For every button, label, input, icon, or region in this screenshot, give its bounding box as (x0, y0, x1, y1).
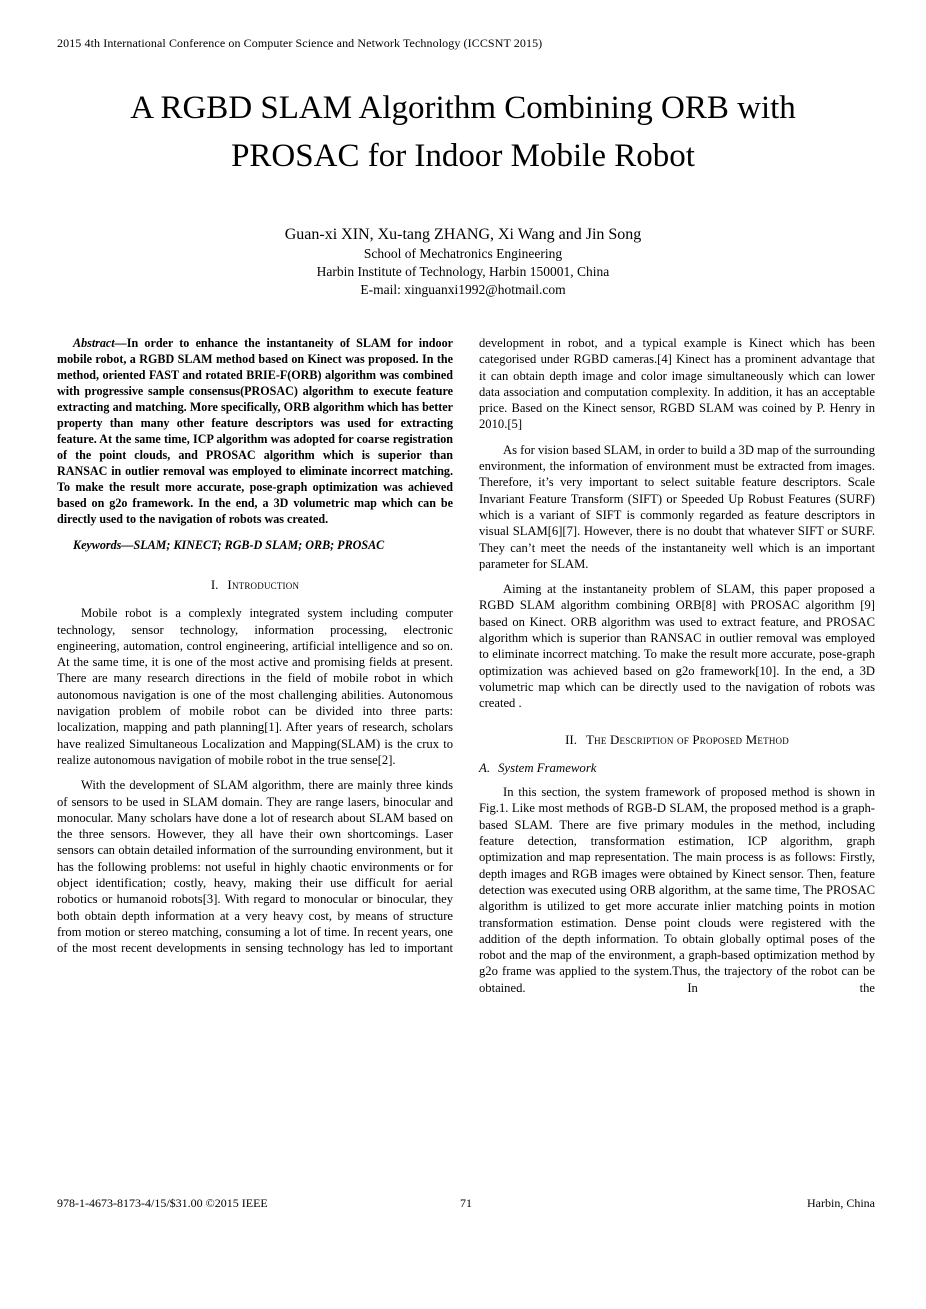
intro-paragraph-3: As for vision based SLAM, in order to build a 3D map of the surrounding environment, the information of environment must be extracted from images. Therefore, it’s very important to select suitable feature descriptors. Scale Invariant Feature Transform (SIFT) or Speeded Up Robust Features (SURF) which is a variant of SIFT is commonly regarded as feature descriptors in visual SLAM[6][7]. However, there is no doubt that whatever SIFT or SURF. They can’t meet the needs of the instantaneity well which is an important parameter for SLAM. (479, 442, 875, 571)
section-number: II. (565, 731, 577, 747)
subsection-heading-system-framework (479, 760, 875, 776)
author-email: E-mail: xinguanxi1992@hotmail.com (360, 282, 566, 297)
keywords-label: Keywords— (73, 538, 134, 552)
footer-page-number: 71 (460, 1196, 472, 1210)
author-department: School of Mechatronics Engineering (363, 246, 563, 261)
abstract-label: Abstract— (73, 336, 127, 350)
subsection-title: System Framework (498, 760, 597, 775)
paper-title-line1: A RGBD SLAM Algorithm Combining ORB with (130, 90, 796, 126)
two-column-body (57, 335, 875, 1005)
paper-title-line2: PROSAC for Indoor Mobile Robot (231, 138, 695, 174)
section-title: Introduction (227, 577, 300, 592)
keywords-text: SLAM; KINECT; RGB-D SLAM; ORB; PROSAC (133, 538, 385, 552)
page-footer (57, 1196, 875, 1211)
intro-paragraph-2-continuation: development in robot, and a typical example is Kinect which has been categorised under RGBD cameras.[4] Kinect has a prominent advantage that it can obtain depth image and color image simultaneously which can lower data association and computation complexity. In addition, it has an acceptable price. Based on the Kinect sensor, RGBD SLAM was coined by P. Henry in 2010.[5] (479, 336, 875, 432)
system-framework-paragraph-part: In this section, the system framework of proposed method is shown in Fig.1. Like most methods of RGB-D SLAM, the proposed method is a graph-based SLAM. There are five primary modules in the method, including feature detection, transformation estimation, ICP algorithm, graph optimization and map representation. The main process is as follows: Firstly, depth images and RGB images were obtained by Kinect sensor. Then, feature detection was executed using ORB algorithm, at the same time, The PROSAC algorithm is utilized to get more accurate inlier matching points in motion transformation estimation. Dense point clouds were registered with the addition of the depth information. To obtain globally optimal poses of the robot and the map of the environment, a graph-based optimization method by g2o frame was applied to the system.Thus, the trajectory of the robot can be obtained. In the (479, 785, 875, 995)
subsection-label: A. (479, 760, 491, 775)
intro-paragraph-4: Aiming at the instantaneity problem of SLAM, this paper proposed a RGBD SLAM algorithm combining ORB[8] with PROSAC algorithm [9] based on Kinect. ORB algorithm was used to extract feature, and PROSAC algorithm which is superior than RANSAC in outlier removal was employed to eliminate incorrect matching. To make the result more accurate, pose-graph optimization was achieved based on g2o framework[10]. In the end, a 3D volumetric map which can be directly used to the navigation of robots was created . (479, 582, 875, 711)
intro-paragraph-1: Mobile robot is a complexly integrated system including computer technology, sensor technology, information processing, electronic engineering, automation, control engineering, artificial intelligence and so on. At the same time, it is one of the most active and promising fields at present. There are many research directions in the field of mobile robot in which autonomous navigation is one of the most challenging abilities. Autonomous navigation problem of mobile robot can be divided into three parts: localization, mapping and path planning[1]. After years of research, scholars have realized Simultaneous Localization and Mapping(SLAM) is the crux to realize autonomous navigation of mobile robot in the true sense[2]. (57, 606, 453, 767)
abstract-paragraph (57, 335, 453, 527)
paper-title (63, 84, 863, 180)
column-left (57, 335, 453, 1005)
footer-copyright: 978-1-4673-8173-4/15/$31.00 ©2015 IEEE (57, 1196, 268, 1210)
abstract-text: In order to enhance the instantaneity of SLAM for indoor mobile robot, a RGBD SLAM method based on Kinect was proposed. In the method, oriented FAST and rotated BRIE-F(ORB) algorithm was combined with progressive sample consensus(PROSAC) algorithm to execute feature extracting and matching. More specifically, ORB algorithm which has better property than many other feature descriptors was used for extracting feature. At the same time, ICP algorithm was adopted for coarse registration of the point clouds, and PROSAC algorithm which is superior than RANSAC in outlier removal was employed to eliminate incorrect matching. To make the result more accurate, pose-graph optimization was achieved based on g2o framework. In the end, a 3D volumetric map which can be directly used to the navigation of robots was created. (57, 336, 453, 526)
column-right (479, 335, 875, 1005)
section-heading-method (479, 732, 875, 748)
footer-location: Harbin, China (807, 1196, 875, 1210)
intro-paragraph-2-left-part: With the development of SLAM algorithm, there are mainly three kinds of sensors to be used in SLAM domain. They are range lasers, binocular and monocular. Many scholars have done a lot of research about SLAM based on the three sensors. However, they all have their own shortcomings. Laser sensors can obtain detailed information of the surrounding environment, but it has the following problems: not useful in highly chaotic environments or for object identification; costly, heavy, making their use difficult for aerial robotics or humanoid robots[3]. With regard to monocular or binocular, they both obtain depth information at a very heavy cost, by means of structure from motion or stereo matching, consuming a lot of time. In recent years, one of the most recent developments in sensing technology has led to important (57, 778, 453, 956)
author-names: Guan-xi XIN, Xu-tang ZHANG, Xi Wang and Jin Song (284, 226, 642, 243)
section-heading-introduction (57, 577, 453, 593)
conference-header: 2015 4th International Conference on Computer Science and Network Technology (ICCSNT 2015) (57, 36, 543, 50)
author-block (63, 224, 863, 299)
keywords-line (57, 537, 453, 553)
section-title: The Description of Proposed Method (585, 731, 789, 747)
author-institution: Harbin Institute of Technology, Harbin 150001, China (316, 264, 610, 279)
section-number: I. (210, 577, 219, 592)
